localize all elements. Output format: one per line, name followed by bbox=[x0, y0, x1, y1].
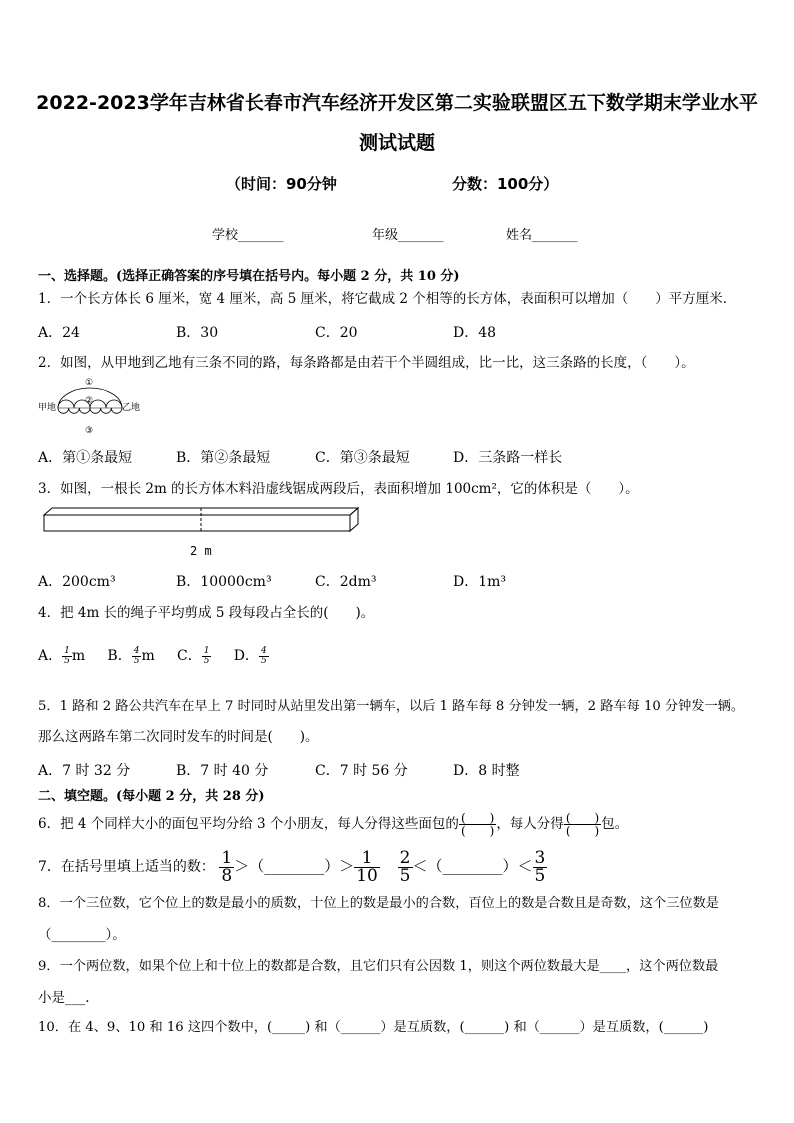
question-8-line1: 8．一个三位数，它个位上的数是最小的质数，十位上的数是最小的合数，百位上的数是合数且是奇数，这个三位数是 bbox=[38, 896, 719, 911]
q6-blank-fraction-1[interactable] bbox=[459, 812, 496, 837]
q4-option-a-unit: m bbox=[71, 648, 86, 664]
q4-option-a-num: 1 bbox=[64, 645, 70, 656]
q3-option-b[interactable]: B．10000cm³ bbox=[176, 574, 272, 590]
q2-option-b[interactable]: B．第②条最短 bbox=[176, 450, 271, 466]
q4-option-d[interactable] bbox=[233, 645, 269, 666]
q7-blank-1[interactable]: ＞（________）＞ bbox=[234, 857, 355, 875]
q1-option-d[interactable]: D．48 bbox=[453, 325, 497, 341]
question-2: 2．如图，从甲地到乙地有三条不同的路，每条路都是由若干个半圆组成，比一比，这三条路的长度，（ ）。 bbox=[38, 355, 695, 371]
section2-heading: 二、填空题。(每小题 2 分，共 28 分) bbox=[38, 789, 265, 804]
q4-option-c-fraction bbox=[202, 647, 212, 666]
exam-score: 分数：100分） bbox=[452, 175, 559, 193]
q4-option-d-fraction bbox=[259, 647, 269, 666]
question-9-line2: 小是___. bbox=[38, 990, 90, 1006]
q4-option-a-fraction bbox=[62, 647, 72, 666]
question-6 bbox=[38, 804, 628, 844]
school-field[interactable]: 学校_______ bbox=[212, 228, 284, 243]
q4-option-c-den: 5 bbox=[203, 655, 210, 666]
figure-label-to: 乙地 bbox=[122, 403, 141, 413]
question-4: 4．把 4m 长的绳子平均剪成 5 段每段占全长的( )。 bbox=[38, 605, 375, 621]
q6-blank-2-den[interactable]: ( ) bbox=[565, 824, 600, 838]
q4-option-a[interactable] bbox=[38, 645, 86, 666]
question-8-line2[interactable]: （________）。 bbox=[38, 927, 126, 943]
beam-length-label: 2 m bbox=[190, 544, 212, 558]
q2-option-d[interactable]: D．三条路一样长 bbox=[453, 450, 563, 466]
wood-beam-figure bbox=[40, 505, 362, 561]
q7-prefix: 7．在括号里填上适当的数： bbox=[38, 859, 215, 875]
q5-option-a[interactable]: A．7 时 32 分 bbox=[38, 763, 131, 779]
q4-option-b-num: 4 bbox=[133, 645, 140, 656]
q4-option-a-prefix: A． bbox=[38, 648, 63, 664]
q3-option-a[interactable]: A．200cm³ bbox=[38, 574, 116, 590]
q7-fraction-2-5 bbox=[398, 847, 413, 886]
q5-option-d[interactable]: D．8 时整 bbox=[453, 763, 520, 779]
q7-f3-den: 5 bbox=[399, 865, 411, 886]
question-5-line2: 那么这两路车第二次同时发车的时间是( )。 bbox=[38, 729, 319, 745]
exam-time: （时间：90分钟 bbox=[226, 175, 337, 193]
name-field[interactable]: 姓名_______ bbox=[506, 228, 578, 243]
q1-option-b[interactable]: B．30 bbox=[176, 325, 219, 341]
q7-f2-den: 10 bbox=[356, 865, 378, 886]
section1-heading: 一、选择题。(选择正确答案的序号填在括号内。每小题 2 分，共 10 分) bbox=[38, 269, 460, 284]
grade-field[interactable]: 年级_______ bbox=[372, 228, 444, 243]
q4-option-c-num: 1 bbox=[203, 645, 210, 656]
q4-option-b-unit: m bbox=[141, 648, 155, 664]
q4-option-b-den: 5 bbox=[133, 655, 140, 666]
q7-fraction-1-8 bbox=[219, 847, 234, 886]
q6-blank-1-num[interactable]: ( ) bbox=[460, 811, 495, 825]
q7-f4-num: 3 bbox=[534, 847, 546, 868]
q1-option-a[interactable]: A．24 bbox=[38, 325, 80, 341]
q6-blank-2-num[interactable]: ( ) bbox=[565, 811, 600, 825]
q4-option-c-prefix: C． bbox=[176, 648, 202, 664]
q6-text-middle: ，每人分得 bbox=[496, 816, 564, 832]
q6-text-before: 6．把 4 个同样大小的面包平均分给 3 个小朋友，每人分得这些面包的 bbox=[38, 816, 459, 832]
q1-option-c[interactable]: C．20 bbox=[315, 325, 358, 341]
question-9-line1: 9．一个两位数，如果个位上和十位上的数都是合数，且它们只有公因数 1，则这个两位数最大是____，这个两位数最 bbox=[38, 959, 719, 974]
question-5-line1: 5．1 路和 2 路公共汽车在早上 7 时同时从站里发出第一辆车，以后 1 路车每 8 分钟发一辆，2 路车每 10 分钟发一辆。 bbox=[38, 699, 745, 714]
q3-option-d[interactable]: D．1m³ bbox=[453, 574, 507, 590]
q7-f1-num: 1 bbox=[221, 847, 233, 868]
q4-option-d-den: 5 bbox=[260, 655, 267, 666]
question-10: 10．在 4、9、10 和 16 这四个数中，(_____) 和（______）是互质数，(______) 和（______）是互质数，(______) bbox=[38, 1020, 709, 1035]
q4-option-c[interactable] bbox=[176, 645, 211, 666]
figure-label-from: 甲地 bbox=[38, 403, 57, 413]
q3-option-c[interactable]: C．2dm³ bbox=[315, 574, 377, 590]
q4-option-d-prefix: D． bbox=[233, 648, 259, 664]
q2-option-c[interactable]: C．第③条最短 bbox=[315, 450, 410, 466]
route-semicircles-figure bbox=[38, 376, 148, 438]
q4-options bbox=[38, 645, 269, 666]
q7-f2-num: 1 bbox=[361, 847, 373, 868]
q7-f3-num: 2 bbox=[399, 847, 411, 868]
route-2-label: ② bbox=[85, 396, 94, 406]
q7-fraction-3-5 bbox=[533, 847, 548, 886]
page-title-line1: 2022-2023学年吉林省长春市汽车经济开发区第二实验联盟区五下数学期末学业水平 bbox=[36, 92, 758, 114]
question-7 bbox=[38, 846, 547, 887]
q4-option-b[interactable] bbox=[107, 645, 155, 666]
q5-option-b[interactable]: B．7 时 40 分 bbox=[176, 763, 269, 779]
q6-blank-1-den[interactable]: ( ) bbox=[460, 824, 495, 838]
q5-option-c[interactable]: C．7 时 56 分 bbox=[315, 763, 408, 779]
q7-blank-2[interactable]: ＜（________）＜ bbox=[412, 857, 533, 875]
route-1-label: ① bbox=[85, 378, 94, 388]
q4-option-b-prefix: B． bbox=[107, 648, 132, 664]
q6-text-after: 包。 bbox=[601, 816, 629, 832]
question-1: 1．一个长方体长 6 厘米，宽 4 厘米，高 5 厘米，将它截成 2 个相等的长方体，表面积可以增加（ ）平方厘米． bbox=[38, 291, 737, 307]
route-3-label: ③ bbox=[85, 426, 94, 436]
q4-option-a-den: 5 bbox=[64, 655, 70, 666]
q4-option-d-num: 4 bbox=[260, 645, 267, 656]
question-3: 3．如图，一根长 2m 的长方体木料沿虚线锯成两段后，表面积增加 100cm²，它的体积是（ ）。 bbox=[38, 481, 639, 497]
q7-f4-den: 5 bbox=[534, 865, 546, 886]
q4-option-b-fraction bbox=[132, 647, 142, 666]
q6-blank-fraction-2[interactable] bbox=[564, 812, 601, 837]
page-title-line2: 测试试题 bbox=[358, 132, 435, 154]
q7-f1-den: 8 bbox=[221, 865, 233, 886]
q2-option-a[interactable]: A．第①条最短 bbox=[38, 450, 133, 466]
q7-fraction-1-10 bbox=[354, 847, 380, 886]
